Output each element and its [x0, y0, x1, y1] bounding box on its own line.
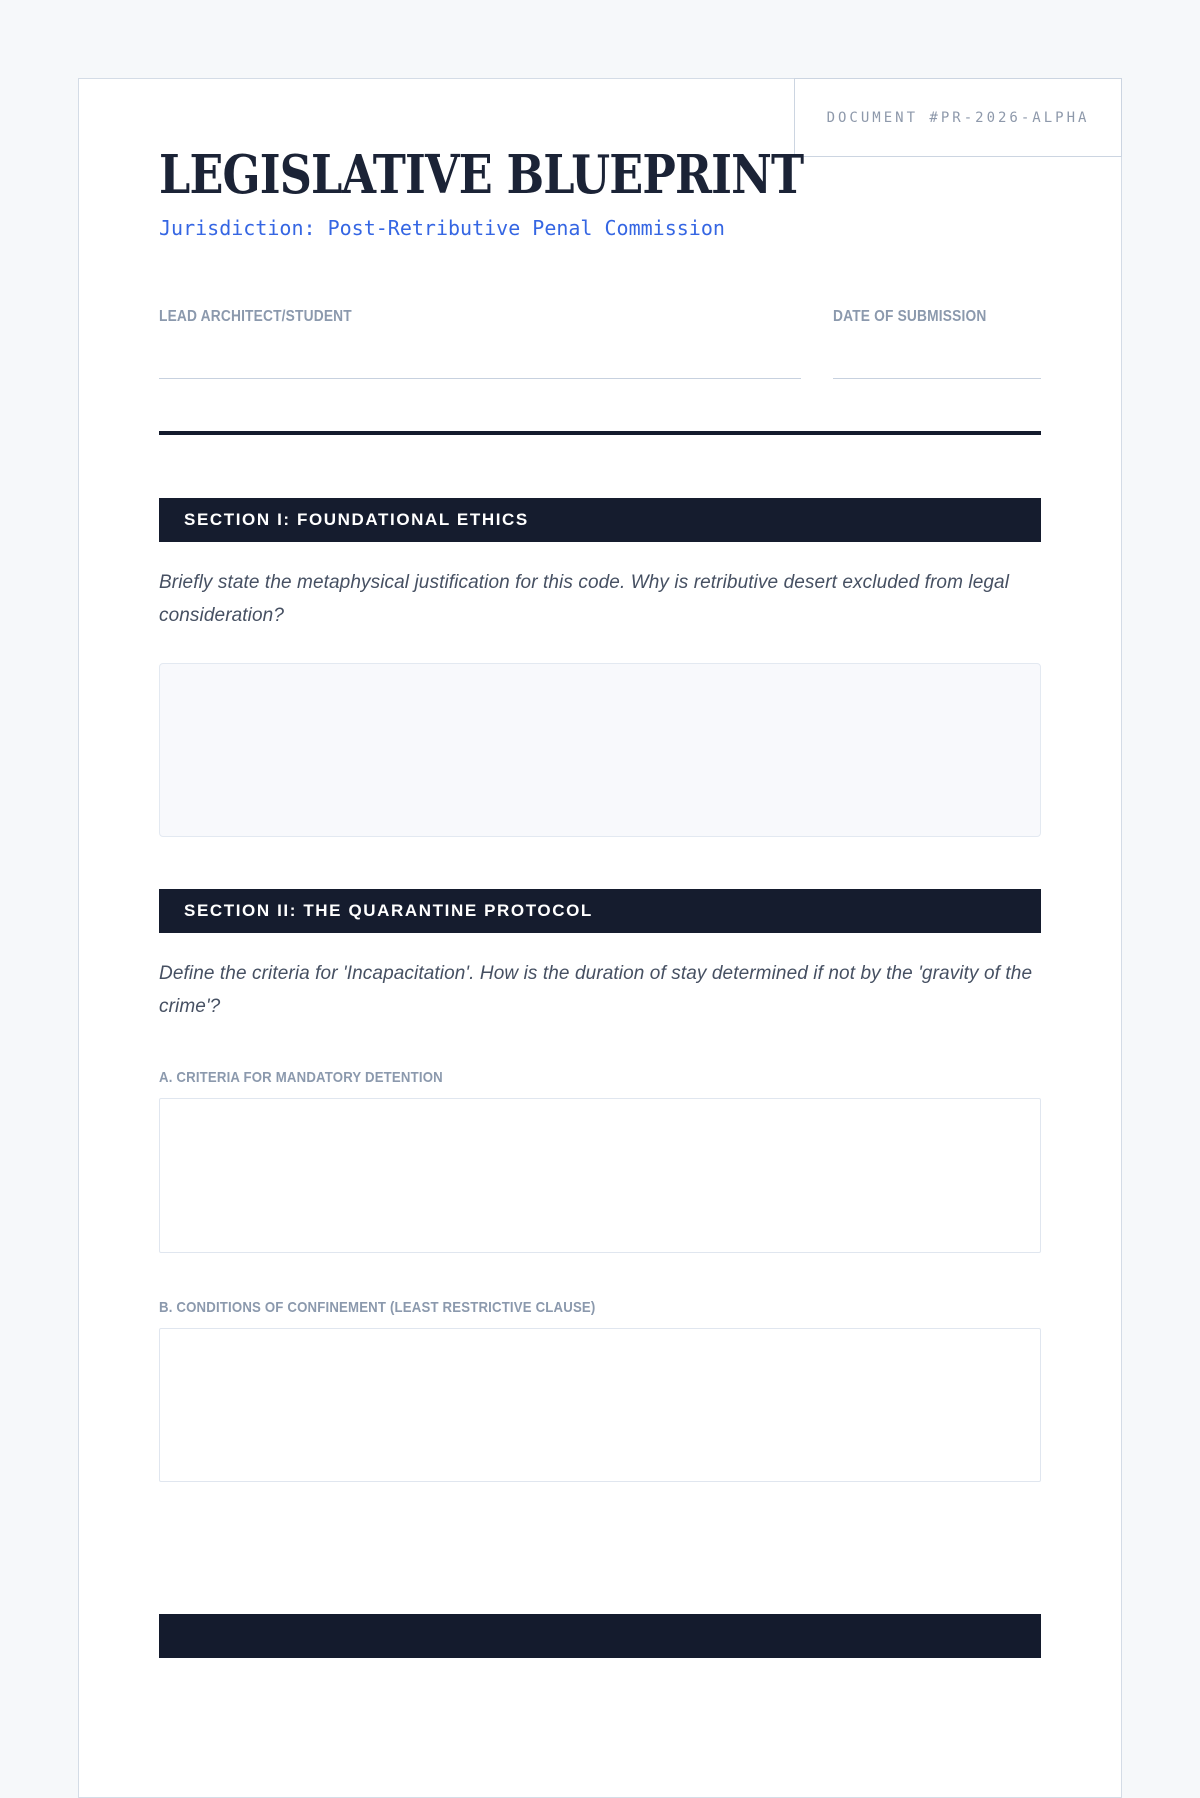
- header-divider-rule: [159, 431, 1041, 435]
- submission-date-field-group: [833, 308, 1041, 379]
- page-title: LEGISLATIVE BLUEPRINT: [159, 144, 804, 206]
- submission-date-label: DATE OF SUBMISSION: [833, 308, 987, 325]
- worksheet-page: [78, 78, 1122, 1798]
- criteria-detention-textarea[interactable]: [159, 1098, 1041, 1253]
- lead-architect-input[interactable]: [159, 378, 801, 379]
- lead-architect-label: LEAD ARCHITECT/STUDENT: [159, 308, 352, 325]
- section-1-header: SECTION I: FOUNDATIONAL ETHICS: [159, 498, 1041, 542]
- lead-architect-field-group: [159, 308, 801, 379]
- section-2-prompt: Define the criteria for 'Incapacitation'. How is the duration of stay determined if not by the 'gravity of the crime'?: [159, 962, 1033, 1017]
- section-1-answer-textarea[interactable]: [159, 663, 1041, 837]
- submission-date-input[interactable]: [833, 378, 1041, 379]
- criteria-detention-label: A. CRITERIA FOR MANDATORY DETENTION: [159, 1069, 443, 1087]
- meta-fields-row: [159, 308, 1041, 379]
- conditions-confinement-textarea[interactable]: [159, 1328, 1041, 1482]
- section-1-prompt: Briefly state the metaphysical justification for this code. Why is retributive desert excluded from legal consideration?: [159, 572, 1010, 626]
- section-3-header-bar-cutoff: [159, 1614, 1041, 1658]
- conditions-confinement-label: B. CONDITIONS OF CONFINEMENT (LEAST RESTRICTIVE CLAUSE): [159, 1299, 596, 1317]
- section-2-header: SECTION II: THE QUARANTINE PROTOCOL: [159, 889, 1041, 933]
- document-number-badge: DOCUMENT #PR-2026-ALPHA: [794, 78, 1122, 157]
- jurisdiction-subtitle: Jurisdiction: Post-Retributive Penal Commission: [159, 216, 725, 240]
